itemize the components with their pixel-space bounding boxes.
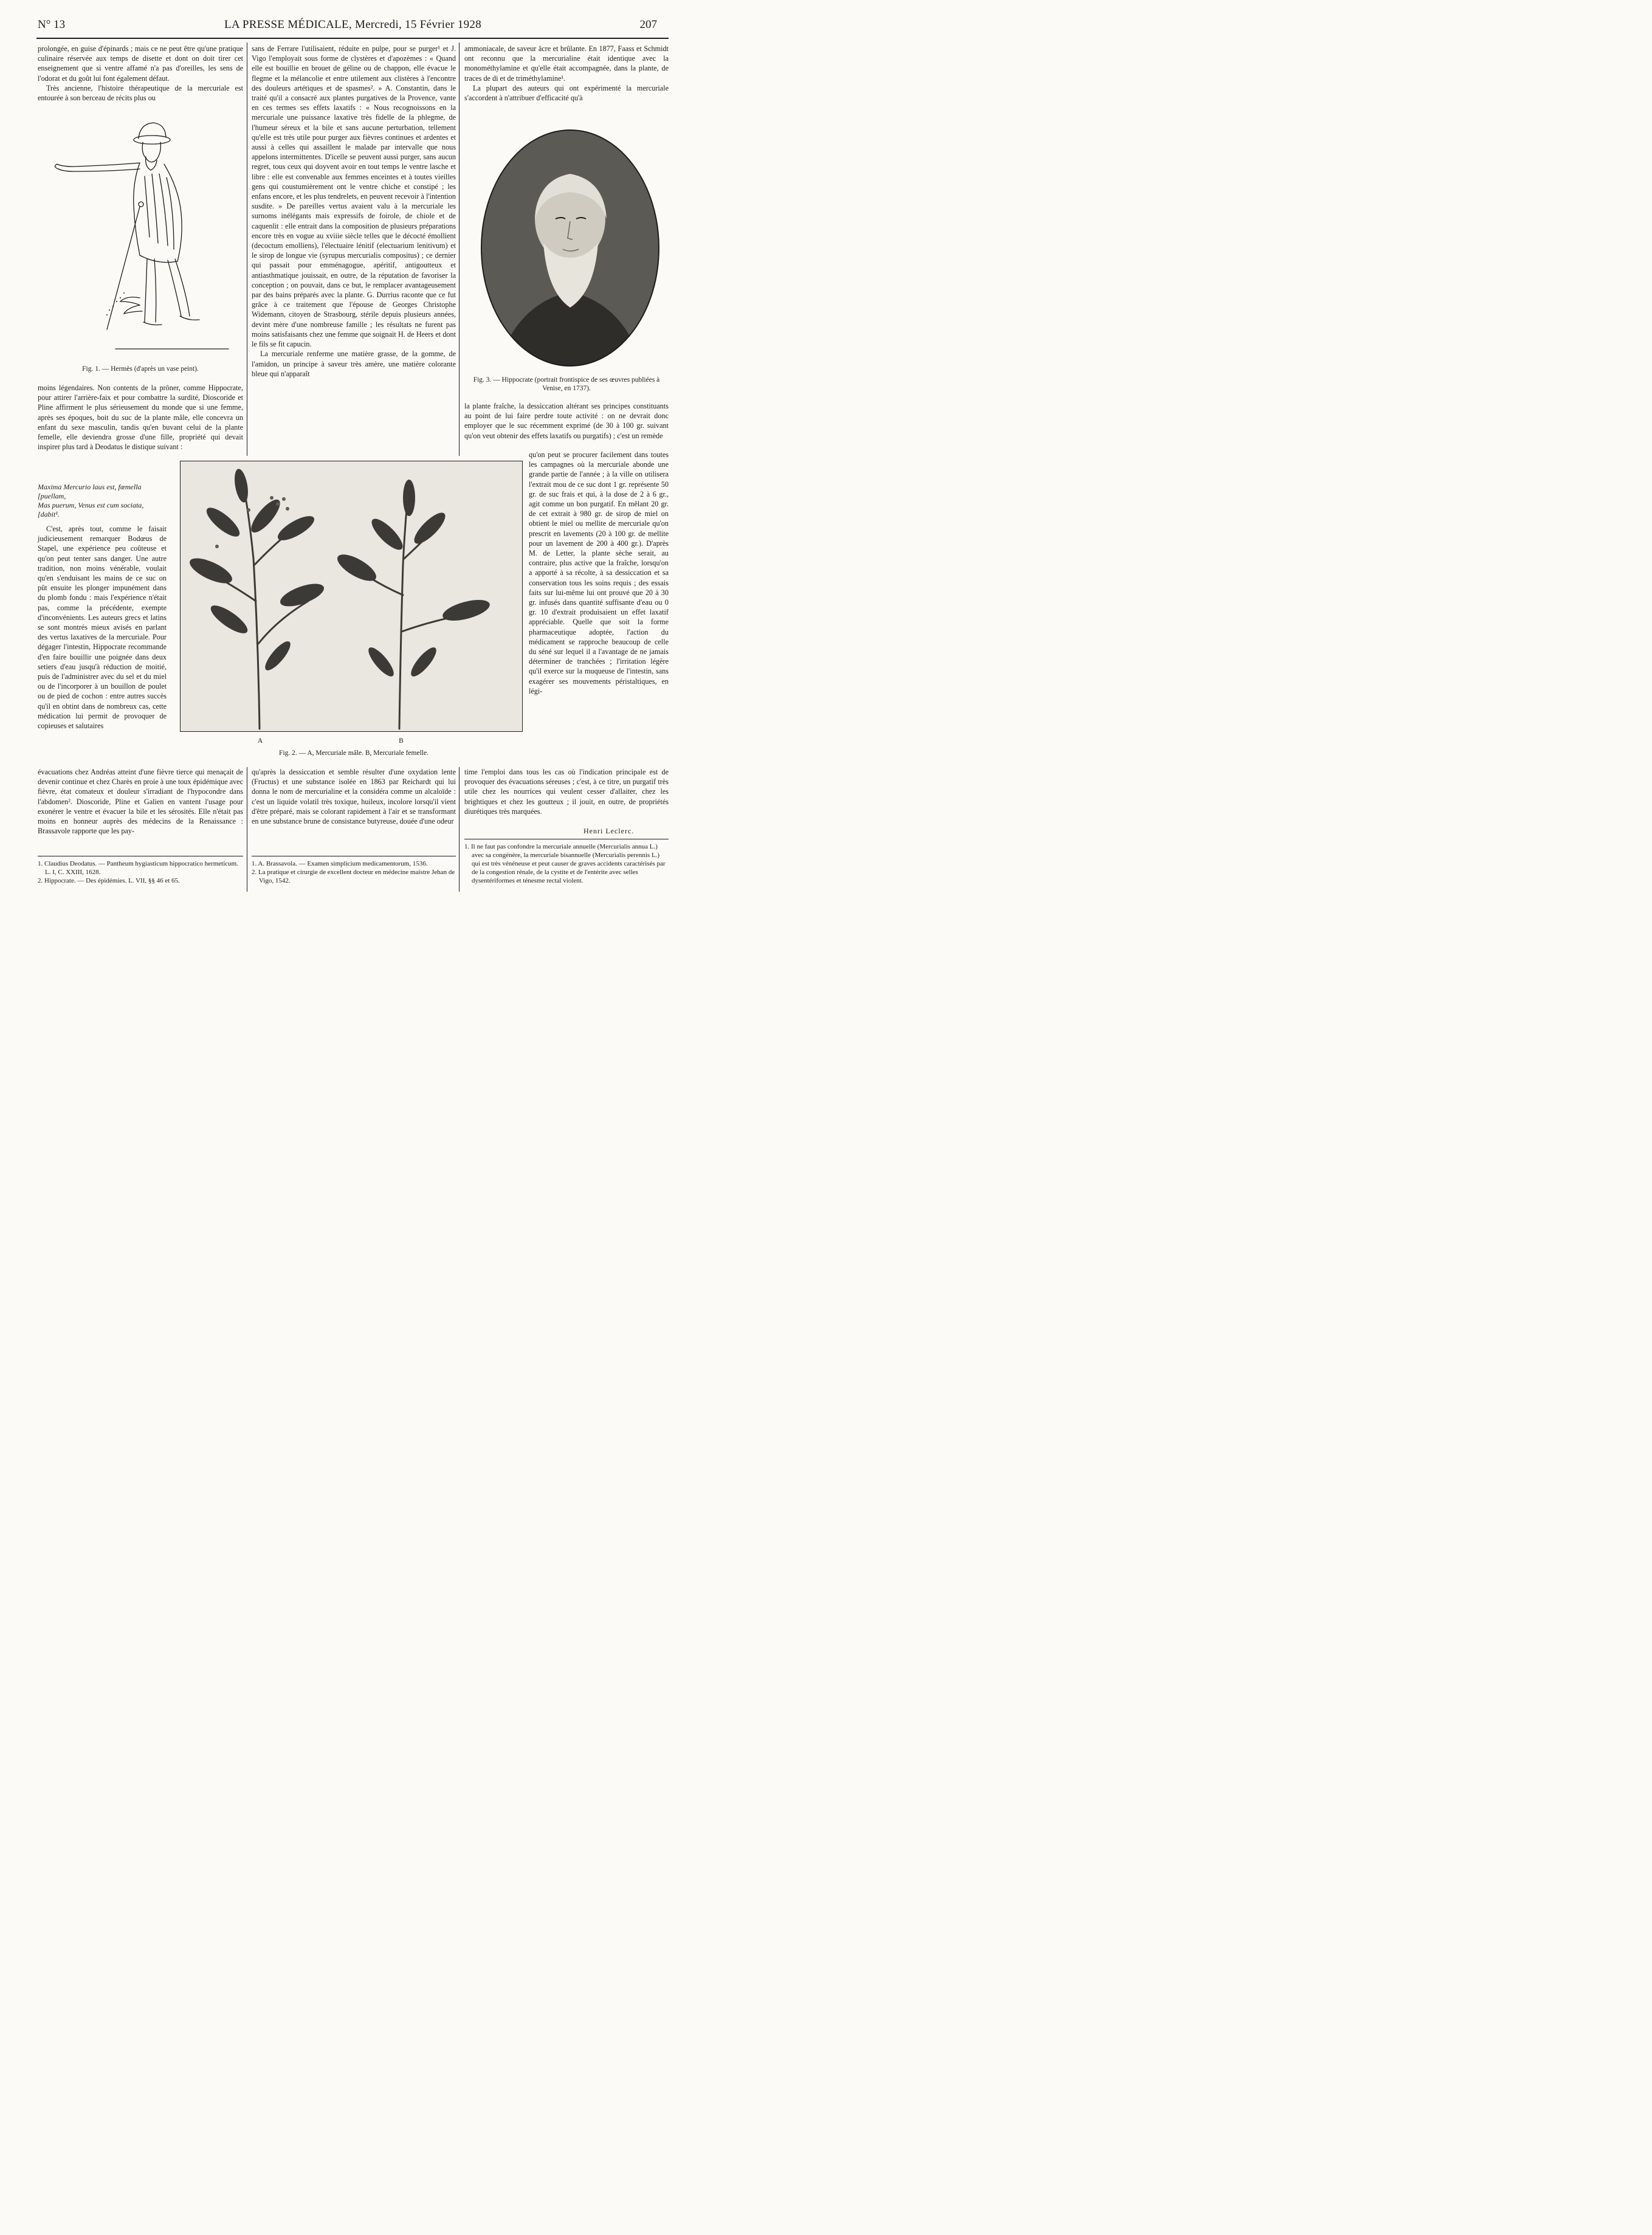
col2-footnote-1: 1. A. Brassavola. — Examen simplicium medicamentorum, 1536. [252, 860, 428, 867]
col3-footnote-1: 1. Il ne faut pas confondre la mercuriale annuelle (Mercurialis annua L.) avec sa congénère, la mercuriale bisannuelle (Mercurialis perennis L.) qui est très vénéneuse et peut causer de graves accidents caractérisés par de la congestion rénale, de la cystite et de l'entérite avec selles dysentériformes et ténesme rectal violent. [464, 843, 666, 884]
col3-footnotes [464, 842, 669, 896]
col3-mid-text: la plante fraîche, la dessiccation altérant ses principes constituants au point de lui faire perdre toute activité : on ne devrait donc employer que le suc récemment exprimé (de 30 à 100 gr. suivant qu'on veut obtenir des effets laxatifs ou purgatifs) ; c'est un remède [464, 402, 669, 440]
col2-bottom-text: qu'après la dessiccation et semble résulter d'une oxydation lente (Fructus) et une substance isolée en 1863 par Reichardt qui lui donna le nom de mercurialine et la considéra comme un alcaloïde : c'est un liquide volatil très toxique, huileux, incolore lorsqu'il vient d'être préparé, mais se colorant rapidement à l'air et se transformant en une substance brune de consistance butyreuse, douée d'une odeur [252, 768, 456, 826]
fig2-caption: Fig. 2. — A, Mercuriale mâle. B, Mercuriale femelle. [279, 749, 428, 757]
hermes-vase-drawing [49, 115, 231, 359]
col3-bottom-text: time l'emploi dans tous les cas où l'indication principale est de provoquer des évacuations séreuses ; c'est, à ce titre, un purgatif très utile chez les nourrices qui veulent cesser d'allaiter, chez les brightiques et chez les goutteux ; il jouit, en outre, de propriétés diurétiques très marquées. [464, 768, 669, 816]
col1-footnote-1: 1. Claudius Deodatus. — Pantheum hygiasticum hippocratico hermeticum. L. I, C. XXIII, 1628. [38, 860, 238, 876]
fig1-caption: Fig. 1. — Hermès (d'après un vase peint). [82, 365, 199, 373]
col2-top-text: sans de Ferrare l'utilisaient, réduite en pulpe, pour se purger¹ et J. Vigo l'employait sous forme de clystères et d'apozèmes : « Quand elle est bouillie en brouet de géline ou de chappon, elle évacue le flegme et la mélancolie et entre utilement aux clistères à l'encontre des douleurs artétiques et de spasmes². » A. Constantin, dans le traité qu'il a consacré aux plantes purgatives de la Provence, vante en ces termes ses effets laxatifs : « Nous recognoissons en la mercuriale une puissance laxative très fidelle de la phlegme, de l'humeur séreux et la bile et sans aucune perturbation, tellement qu'elle est très utile pour purger aux fièvres continues et ardentes et aussi à celles qui assaillent le malade par intervalle que nous appelons intermittentes. D'icelle se peuvent aussi purger, sans aucun regret, tous ceux qui doyvent avoir en tout temps le ventre lasche et libre : elle est convenable aux femmes enceintes et à toutes vieilles gens qui coustumièrement ont le ventre chiche et constipé ; les enfans encore, et les plus tendrelets, en peuvent recevoir à l'intention susdite. » De pareilles vertus avaient valu à la mercuriale les surnoms inélégants mais expressifs de foirole, de chiole et de caquenlit : elle entrait dans la composition de plusieurs préparations encore très en vogue au xviiie siècle telles que le décocté émollient (decoctum emolliens), l'électuaire lénitif (electuarium lenitivum) et le sirop de longue vie (syrupus mercurialis compositus) ; ce dernier qui passait pour emménagogue, apéritif, antigoutteux et antiasthmatique jouissait, en outre, de la réputation de favoriser la conception ; on pouvait, dans ce but, le remplacer avantageusement par des bains préparés avec la plante. G. Durrius raconte que ce fut grâce à ce traitement que l'épouse de Georges Christophe Widemann, citoyen de Strasbourg, stérile depuis plusieurs années, devint mère d'une nombreuse famille ; les résultats ne furent pas moins satisfaisants chez une femme que soignait H. de Heers et dont le fils se fit capucin. La mercuriale renferme une matière grasse, de la gomme, de l'amidon, un principe à saveur très amère, une matière colorante bleue qui n'apparaît [252, 44, 456, 378]
page-number: 207 [639, 18, 657, 31]
col2-footnotes [252, 859, 456, 896]
col1-footnotes [38, 859, 243, 896]
col3-top-text: ammoniacale, de saveur âcre et brûlante. En 1877, Faass et Schmidt ont reconnu que la mercurialine était identique avec la monométhylamine et qu'elle était accompagnée, dans la plante, de traces de di et de triméthylamine¹. La plupart des auteurs qui ont expérimenté la mercuriale s'accordent à n'attribuer d'efficacité qu'à [464, 44, 669, 103]
col2-footnote-2: 2. La pratique et cirurgie de excellent docteur en médecine maistre Jehan de Vigo, 1542. [252, 869, 455, 884]
deodatus-distich: Maxima Mercurio laus est, fœmella [puellam, Mas puerum, Venus est cum sociata, [dabit¹. [38, 483, 144, 518]
journal-title: LA PRESSE MÉDICALE, Mercredi, 15 Février 1928 [224, 18, 481, 31]
hippocrate-engraving [479, 128, 661, 368]
col1-narrow-text: C'est, après tout, comme le faisait judicieusement remarquer Bodœus de Stapel, une expérience peu coûteuse et qu'on peut tenter sans danger. Une autre tradition, non moins vénérable, voulait qu'en s'enduisant les mains de ce suc on pût ensuite les plonger impunément dans du plomb fondu : mais l'expérience n'était pas, comme la précédente, exempte d'inconvénients. Les auteurs grecs et latins se sont montrés mieux avisés en parlant des vertus laxatives de la mercuriale. Pour dégager l'intestin, Hippocrate recommande d'en faire bouillir une poignée dans deux setiers d'eau jusqu'à réduction de moitié, puis de l'administrer avec du sel et du miel ou de l'incorporer à un bouillon de poulet ou de pied de cochon : entre autres succès qu'il en obtint dans de nombreux cas, cette médication lui permit de provoquer de copieuses et salutaires [38, 525, 167, 731]
fig2-label-b: B [399, 737, 404, 745]
fig3-caption: Fig. 3. — Hippocrate (portrait frontispice de ses œuvres publiées à Venise, en 1737). [473, 376, 660, 392]
col1-top-text: prolongée, en guise d'épinards ; mais ce ne peut être qu'une pratique culinaire réservée aux temps de disette et dont on doit tirer cet enseignement que si ventre affamé n'a pas d'oreilles, les sens de l'odorat et du goût lui font également défaut. Très ancienne, l'histoire thérapeutique de la mercuriale est entourée à son berceau de récits plus ou [38, 44, 243, 103]
col1-mid-text-narrow [38, 413, 167, 474]
header-rule [36, 38, 669, 39]
col1-mid-text: moins légendaires. Non contents de la prôner, comme Hippocrate, pour attirer l'arrière-faix et pour combattre la surdité, Dioscoride et Pline affirment le plus sérieusement du monde que si une femme, après ses époques, boit du suc de la plante mâle, elle concevra un enfant du sexe masculin, tandis qu'en buvant celui de la plante femelle, elle deviendra grosse d'une fille, propriété qui devait inspirer plus tard à Deodatus le distique suivant : [38, 384, 243, 452]
col1-bottom-text: évacuations chez Andréas atteint d'une fièvre tierce qui menaçait de devenir continue et chez Charès en proie à une toux épidémique avec fièvre, état comateux et douleur s'irradiant de l'hypocondre dans l'abdomen². Dioscoride, Pline et Galien en vantent l'usage pour exonérer le ventre et évacuer la bile et les sérosités. Elle n'était pas moins en honneur auprès des médecins de la Renaissance : Brassavole rapporte que les pay- [38, 768, 243, 836]
hermes-figure [49, 115, 231, 359]
page-header [0, 0, 706, 35]
fig2-label-a: A [257, 737, 263, 745]
col1-footnote-2: 2. Hippocrate. — Des épidémies. L. VII, §§ 46 et 65. [38, 877, 180, 884]
hippocrate-portrait [479, 128, 661, 368]
mercuriale-photo-frame [180, 461, 523, 732]
mercuriale-plants-photo [181, 461, 522, 731]
col3-narrow-text: qu'on peut se procurer facilement dans toutes les campagnes où la mercuriale abonde une grande partie de l'année ; à la ville on utilisera l'extrait mou de ce suc dont 1 gr. représente 50 gr. de suc frais et qui, à la dose de 2 à 6 gr., agit comme un bon purgatif. En mêlant 20 gr. de cet extrait à 980 gr. de sirop de miel on obtient le miel ou mellite de mercuriale qu'on prescrit en lavements (20 à 100 gr. de mellite pour un lavement de 200 à 400 gr.). D'après M. de Letter, la plante sèche serait, au contraire, plus active que la fraîche, lorsqu'on a apporté à sa récolte, à sa dessiccation et sa conservation tous les soins requis ; des essais faits sur lui-même lui ont prouvé que 20 à 30 gr. infusés dans quantité suffisante d'eau ou 0 gr. 10 d'extrait produisaient un effet laxatif appréciable. Quelle que soit la forme pharmaceutique adoptée, l'action du médicament se rapproche beaucoup de celle du séné sur lequel il a l'avantage de ne jamais déterminer de tranchées ; l'irritation légère qu'il exerce sur la muqueuse de l'intestin, sans exagérer ses mouvements péristaltiques, en légi- [529, 450, 669, 695]
issue-number: N° 13 [38, 18, 66, 31]
author-signature: Henri Leclerc. [583, 827, 635, 835]
